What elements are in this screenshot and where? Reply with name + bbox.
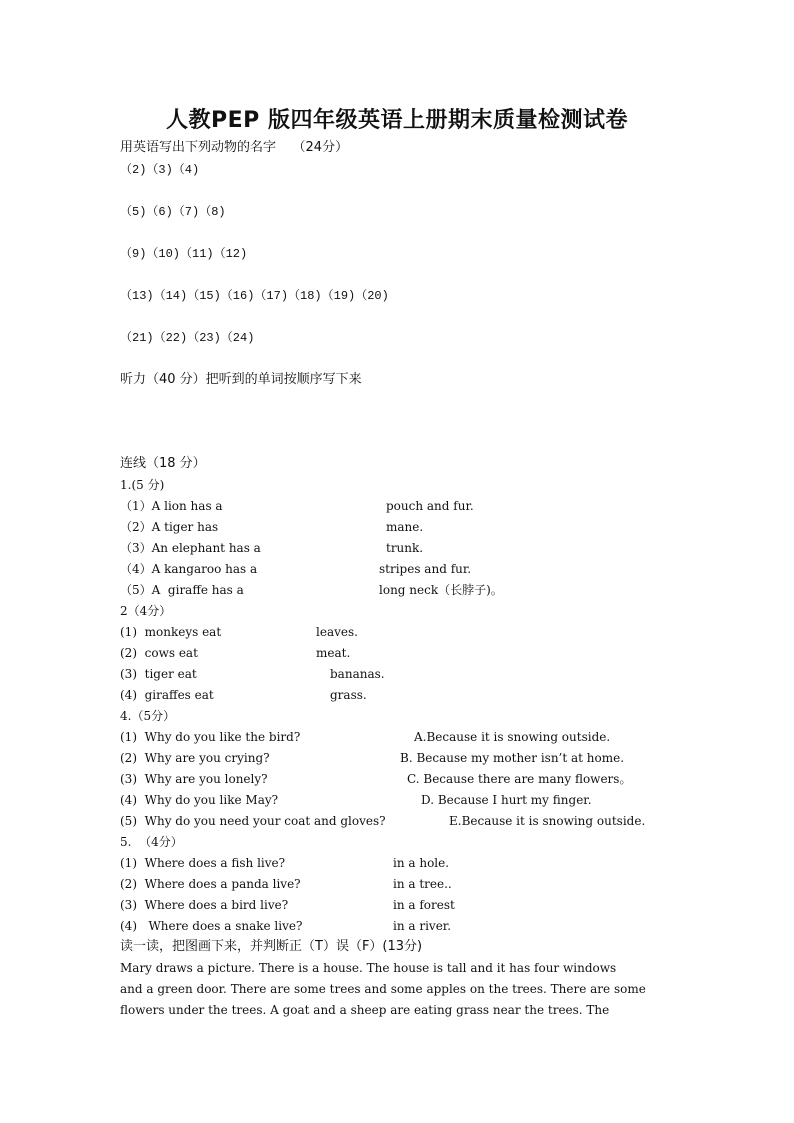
match-left-item: (4) Why do you like May? (120, 793, 279, 807)
match-right-item: in a tree.. (393, 877, 452, 891)
match-right-item: long neck（长脖子)。 (379, 583, 503, 597)
match-left-item: (4) Where does a snake live? (120, 919, 303, 933)
match-left-item: (3) tiger eat (120, 667, 197, 681)
match-left-item: （1）A lion has a (120, 499, 223, 513)
match-left-item: (2) Why are you crying? (120, 751, 270, 765)
reading-line: and a green door. There are some trees and some apples on the trees. There are some (120, 982, 646, 996)
match-right-item: E.Because it is snowing outside. (449, 814, 646, 828)
match-right-item: trunk. (386, 541, 424, 555)
match-left-item: （5）A giraffe has a (120, 583, 244, 597)
match-left-item: (4) giraffes eat (120, 688, 214, 702)
match-right-item: in a forest (393, 898, 455, 912)
reading-line: Mary draws a picture. There is a house. The house is tall and it has four windows (120, 961, 617, 975)
match-left-item: (3) Why are you lonely? (120, 772, 268, 786)
match-left-item: (2) Where does a panda live? (120, 877, 301, 891)
match-right-item: mane. (386, 520, 424, 534)
part2-label: 2（4分） (120, 604, 172, 618)
match-left-item: (1) Where does a fish live? (120, 856, 286, 870)
match-right-item: in a river. (393, 919, 452, 933)
match-left-item: （2）A tiger has (120, 520, 219, 534)
match-right-item: stripes and fur. (379, 562, 472, 576)
match-right-item: pouch and fur. (386, 499, 474, 513)
part5-label: 5. （4分） (120, 835, 183, 849)
part1-label: 1.(5 分) (120, 478, 165, 492)
section1-heading: 用英语写出下列动物的名字 （24分） (120, 140, 349, 155)
match-right-item: B. Because my mother isn’t at home. (400, 751, 625, 765)
part4-label: 4.（5分） (120, 709, 176, 723)
section1-row: （9)（10)（11)（12) (120, 247, 248, 261)
match-right-item: meat. (316, 646, 351, 660)
section1-row: （5)（6)（7)（8) (120, 205, 226, 219)
match-left-item: (5) Why do you need your coat and gloves? (120, 814, 386, 828)
section1-row: （21)（22)（23)（24) (120, 331, 255, 345)
page-title: 人教PEP 版四年级英语上册期末质量检测试卷 (166, 108, 628, 133)
match-left-item: (2) cows eat (120, 646, 198, 660)
match-left-item: (1) monkeys eat (120, 625, 222, 639)
match-right-item: grass. (330, 688, 367, 702)
match-right-item: D. Because I hurt my finger. (421, 793, 592, 807)
match-right-item: C. Because there are many flowers。 (407, 772, 632, 786)
section4-heading: 读一读，把图画下来，并判断正（T）误（F）(13分) (120, 939, 423, 954)
match-left-item: （4）A kangaroo has a (120, 562, 258, 576)
match-left-item: (3) Where does a bird live? (120, 898, 289, 912)
match-right-item: bananas. (330, 667, 385, 681)
reading-line: flowers under the trees. A goat and a sheep are eating grass near the trees. The (120, 1003, 610, 1017)
section1-row: （2)（3)（4) (120, 163, 200, 177)
match-right-item: in a hole. (393, 856, 450, 870)
section2-heading: 听力（40 分）把听到的单词按顺序写下来 (120, 372, 362, 387)
match-left-item: （3）An elephant has a (120, 541, 261, 555)
match-right-item: leaves. (316, 625, 358, 639)
match-left-item: (1) Why do you like the bird? (120, 730, 301, 744)
section3-heading: 连线（18 分） (120, 456, 206, 471)
match-right-item: A.Because it is snowing outside. (414, 730, 611, 744)
section1-row: （13)（14)（15)（16)（17)（18)（19)（20) (120, 289, 389, 303)
